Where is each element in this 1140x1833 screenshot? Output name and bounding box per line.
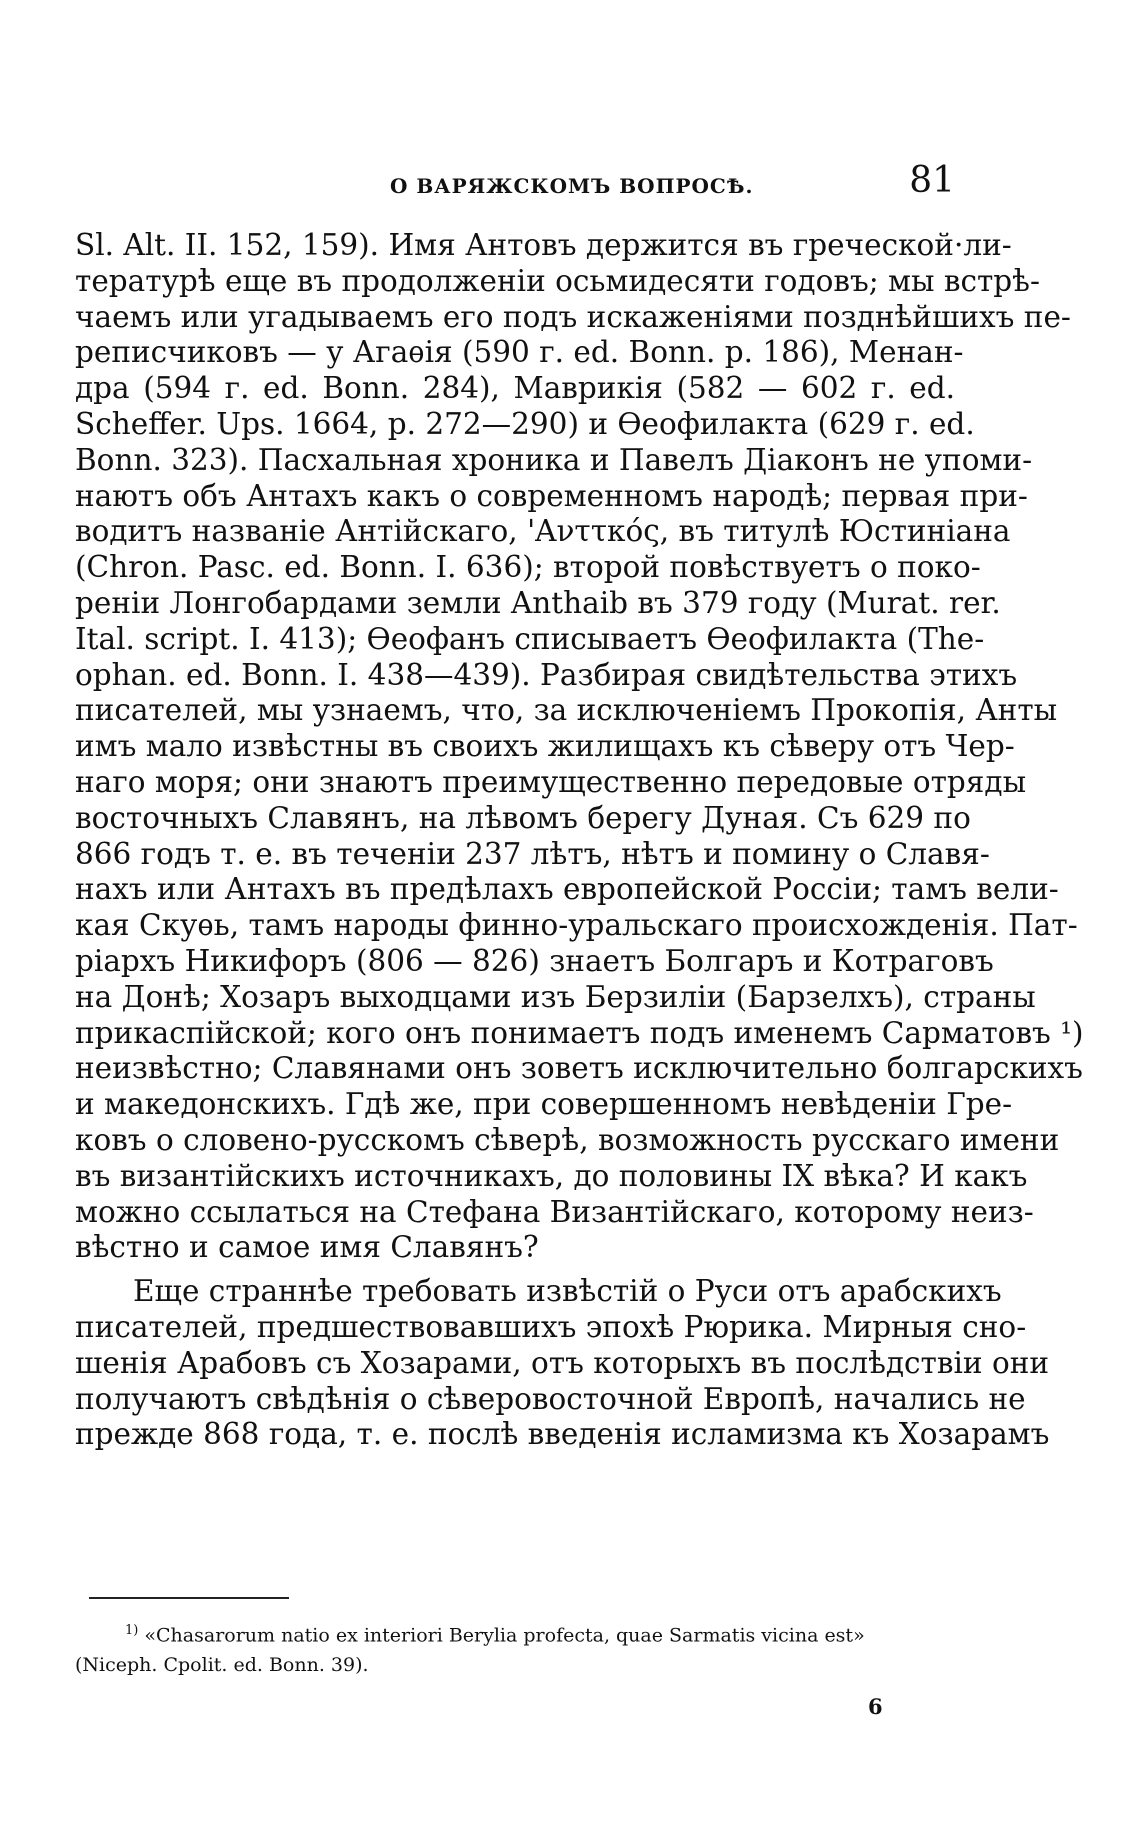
text-line: ковъ о словено-русскомъ сѣверѣ, возможность русскаго имени (75, 1122, 1060, 1157)
text-line: и македонскихъ. Гдѣ же, при совершенномъ невѣденіи Гре- (75, 1087, 1013, 1122)
footnote-marker: 1) (125, 1623, 139, 1638)
text-line: наютъ объ Антахъ какъ о современномъ народѣ; первая при- (75, 478, 1028, 513)
text-line: шенія Арабовъ съ Хозарами, отъ которыхъ въ послѣдствіи они (75, 1345, 1050, 1380)
footnote-text: «Chasarorum natio ex interiori Berylia profecta, quae Sarmatis vicina est» (144, 1624, 865, 1647)
text-line: нахъ или Антахъ въ предѣлахъ европейской Россіи; тамъ вели- (75, 872, 1059, 907)
page-header (75, 160, 955, 208)
text-line: наго моря; они знаютъ преимущественно передовые отряды (75, 764, 1027, 799)
text-line: прежде 868 года, т. е. послѣ введенія исламизма къ Хозарамъ (75, 1417, 1050, 1452)
text-line: прикаспійской; кого онъ понимаетъ подъ именемъ Сарматовъ ¹) (75, 1015, 1084, 1050)
text-line: неизвѣстно; Славянами онъ зоветъ исключительно болгарскихъ (75, 1051, 1083, 1086)
text-line: писателей, предшествовавшихъ эпохѣ Рюрика. Мирныя сно- (75, 1309, 1027, 1344)
text-line: реписчиковъ — у Агаѳія (590 г. ed. Bonn. p. 186), Менан- (75, 335, 964, 370)
paragraph-gap (75, 1266, 955, 1274)
text-line: кая Скуѳь, тамъ народы финно-уральскаго происхожденія. Пат- (75, 908, 1078, 943)
body-text (75, 228, 1084, 1453)
footnote-line: (Niceph. Cpolit. ed. Bonn. 39). (75, 1654, 369, 1677)
text-line: ріархъ Никифоръ (806 — 826) знаетъ Болгаръ и Котраговъ (75, 943, 994, 978)
text-line: реніи Лонгобардами земли Anthaib въ 379 году (Murat. rer. (75, 585, 1001, 620)
text-line: можно ссылаться на Стефана Византійскаго, которому неиз- (75, 1194, 1034, 1229)
text-line: чаемъ или угадываемъ его подъ искаженіями позднѣйшихъ пе- (75, 299, 1071, 334)
footnote-rule (89, 1597, 289, 1599)
text-line: получаютъ свѣдѣнія о сѣверовосточной Европѣ, начались не (75, 1381, 1026, 1416)
text-line: водитъ названіе Антійскаго, 'Ανττκός, въ титулѣ Юстиніана (75, 514, 1011, 549)
text-line: 866 годъ т. е. въ теченіи 237 лѣтъ, нѣтъ и помину о Славя- (75, 836, 990, 871)
signature-mark: 6 (868, 1694, 883, 1719)
text-line: дра (594 г. ed. Bonn. 284), Маврикія (582 — 602 г. ed. (75, 371, 955, 406)
text-line: (Chron. Pasc. ed. Bonn. I. 636); второй повѣствуетъ о поко- (75, 550, 981, 585)
page-number: 81 (909, 160, 955, 201)
text-line: ophan. ed. Bonn. I. 438—439). Разбирая свидѣтельства этихъ (75, 657, 1018, 692)
running-head: О ВАРЯЖСКОМЪ ВОПРОСѢ. (390, 174, 754, 198)
text-line: вѣстно и самое имя Славянъ? (75, 1230, 539, 1265)
footnotes (75, 1616, 955, 1680)
text-line: Ital. script. I. 413); Ѳеофанъ списываетъ Ѳеофилакта (The- (75, 621, 985, 656)
text-line: въ византійскихъ источникахъ, до половины IX вѣка? И какъ (75, 1158, 1028, 1193)
text-line: Sl. Alt. II. 152, 159). Имя Антовъ держится въ греческой·ли- (75, 228, 1012, 262)
footnote-line (75, 1616, 955, 1650)
text-line: Еще страннѣе требовать извѣстій о Руси отъ арабскихъ (133, 1274, 1002, 1309)
text-line: писателей, мы узнаемъ, что, за исключеніемъ Прокопія, Анты (75, 693, 1058, 728)
text-line: на Донѣ; Хозаръ выходцами изъ Берзиліи (Барзелхъ), страны (75, 979, 1036, 1014)
text-line: Bonn. 323). Пасхальная хроника и Павелъ Діаконъ не упоми- (75, 442, 1033, 477)
text-line: восточныхъ Славянъ, на лѣвомъ берегу Дуная. Съ 629 по (75, 800, 971, 835)
text-line: тературѣ еще въ продолженіи осьмидесяти годовъ; мы встрѣ- (75, 263, 1040, 298)
text-line: имъ мало извѣстны въ своихъ жилищахъ къ сѣверу отъ Чер- (75, 729, 1015, 764)
text-line: Scheffer. Ups. 1664, p. 272—290) и Ѳеофилакта (629 г. ed. (75, 406, 975, 441)
